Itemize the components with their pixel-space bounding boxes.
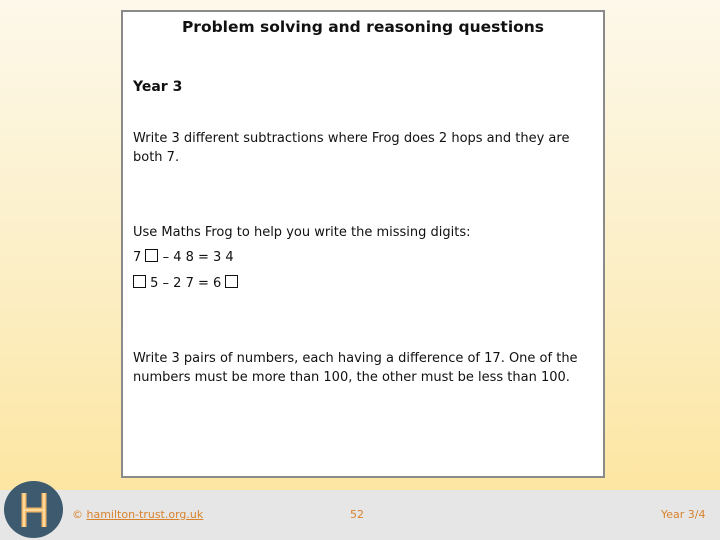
missing-digit-box[interactable] bbox=[133, 275, 146, 288]
page-title: Problem solving and reasoning questions bbox=[181, 18, 545, 36]
equation-rest: – 4 8 = 3 4 bbox=[162, 250, 234, 265]
copyright-symbol: © bbox=[72, 508, 83, 521]
question-2-intro: Use Maths Frog to help you write the missing digits: bbox=[133, 225, 471, 240]
worksheet-card bbox=[121, 10, 605, 478]
question-3: Write 3 pairs of numbers, each having a difference of 17. One of the numbers must be more than 100, the other must be less than 100. bbox=[133, 351, 578, 385]
equation-1 bbox=[133, 248, 593, 267]
year-heading: Year 3 bbox=[133, 79, 183, 95]
website-link[interactable]: hamilton-trust.org.uk bbox=[86, 508, 204, 521]
footer-copyright bbox=[72, 508, 203, 521]
hamilton-logo-icon bbox=[4, 481, 63, 538]
question-1: Write 3 different subtractions where Frog does 2 hops and they are both 7. bbox=[133, 131, 570, 165]
missing-digit-box[interactable] bbox=[225, 275, 238, 288]
equation-2 bbox=[133, 274, 593, 293]
digit: 7 bbox=[133, 250, 142, 265]
year-level: Year 3/4 bbox=[661, 508, 706, 521]
page-number: 52 bbox=[350, 508, 364, 521]
equation-middle: 5 – 2 7 = 6 bbox=[150, 276, 222, 291]
missing-digit-box[interactable] bbox=[145, 249, 158, 262]
